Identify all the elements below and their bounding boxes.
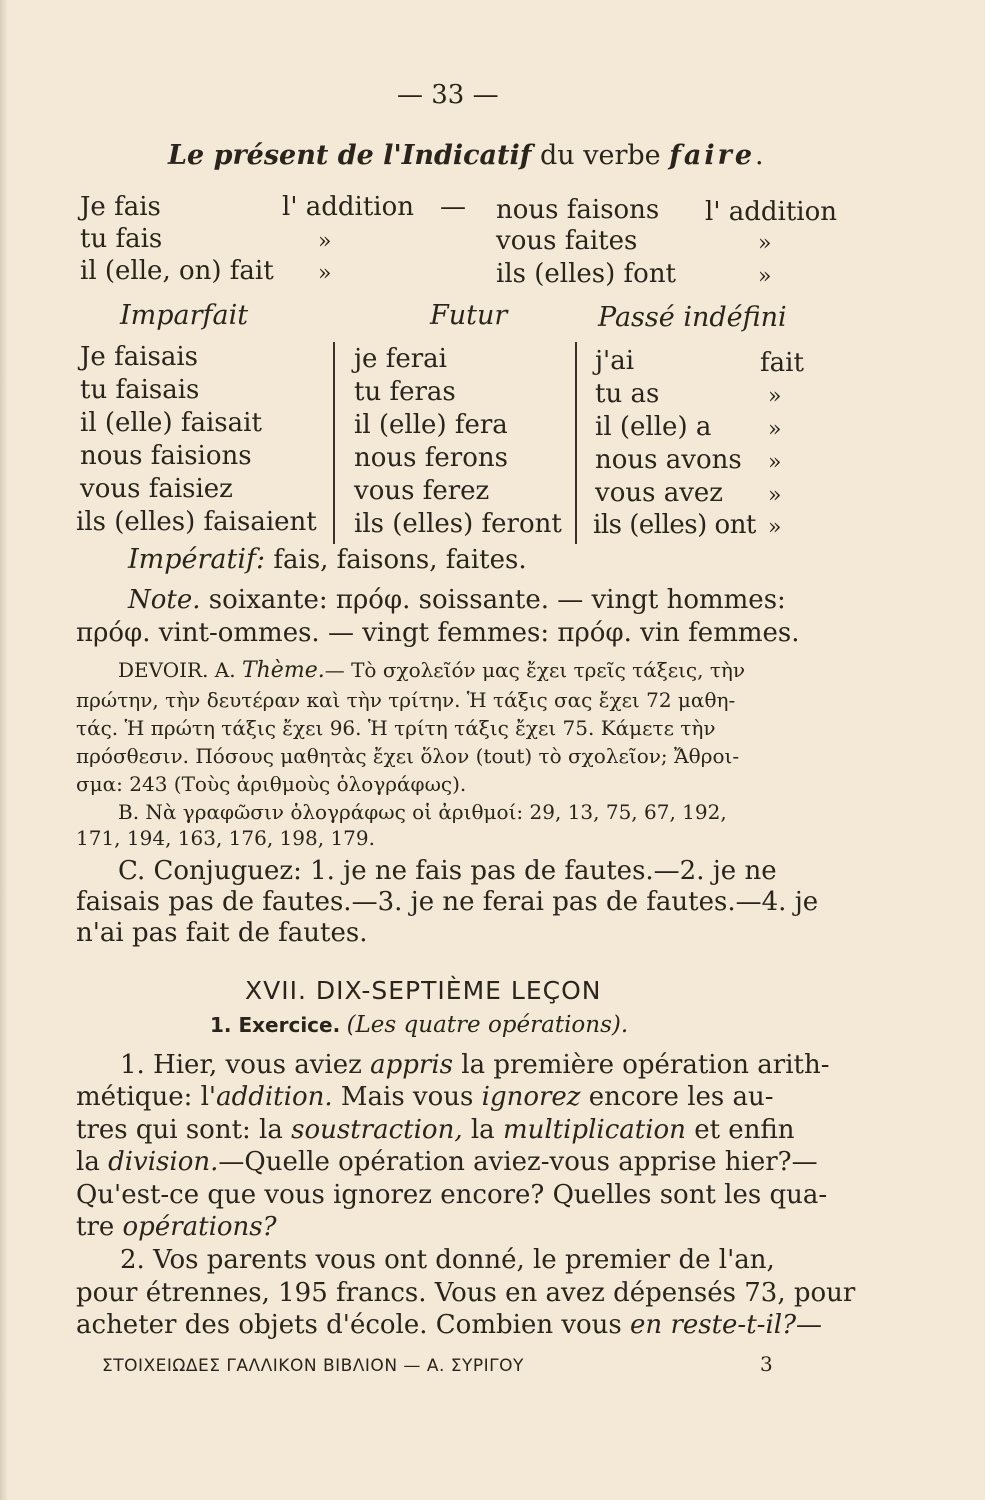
devoir-line-1: [118, 658, 745, 683]
note-line-1: [128, 585, 786, 615]
devoir-a-label: DEVOIR. A.: [118, 658, 236, 682]
devoir-line-5: σμα: 243 (Τοὺς ἀριθμοὺς ὁλογράφως).: [76, 772, 467, 796]
title-faire: faire: [669, 140, 756, 171]
p1-l6-operations: opérations?: [122, 1212, 277, 1242]
p1-l3-e: et enfin: [694, 1115, 795, 1145]
p1-l4-division: division.: [108, 1147, 219, 1177]
title-dot: .: [755, 140, 764, 171]
present-row-2-d: »: [758, 231, 772, 256]
p2-l3-reste: en reste-t-il?: [630, 1310, 797, 1340]
passe-6-b: »: [768, 515, 782, 540]
page-edge-shadow: [0, 0, 8, 1500]
p1-l2-addition: addition.: [216, 1082, 333, 1112]
p1-line-1: [120, 1050, 830, 1080]
devoir-c-line-3: n'ai pas fait de fautes.: [76, 918, 368, 948]
passe-5-b: »: [768, 483, 782, 508]
imparfait-1: Je faisais: [80, 342, 199, 372]
column-divider-2: [575, 342, 577, 544]
devoir-a-text-1: — Τὸ σχολεῖόν μας ἔχει τρεῖς τάξεις, τὴν: [324, 658, 746, 682]
p1-l2-a: métique: l': [76, 1082, 217, 1112]
passe-2-a: tu as: [595, 379, 660, 409]
p2-line-1: 2. Vos parents vous ont donné, le premier de l'an,: [120, 1245, 775, 1275]
lesson-title: XVII. DIX-SEPTIÈME LEÇON: [245, 976, 602, 1005]
p1-l3-c: la: [470, 1115, 495, 1145]
footer-book-title: ΣΤΟΙΧΕΙΩΔΕΣ ΓΑΛΛΙΚΟΝ ΒΙΒΛΙΟΝ — Α. ΣΥΡΙΓΟΥ: [102, 1356, 524, 1376]
imparfait-4: nous faisions: [80, 441, 252, 471]
devoir-theme: Thème.: [241, 658, 325, 683]
imperatif-line: [128, 544, 527, 575]
devoir-b-line-1: B. Νὰ γραφῶσιν ὁλογράφως οἱ ἀριθμοί: 29, 13, 75, 67, 192,: [118, 800, 727, 824]
page-title: [168, 140, 764, 171]
p1-l1-a: 1. Hier, vous aviez: [120, 1050, 362, 1080]
devoir-line-3: τάς. Ἡ πρώτη τάξις ἔχει 96. Ἡ τρίτη τάξις ἔχει 75. Κάμετε τὴν: [76, 716, 716, 740]
imperatif-forms: fais, faisons, faites.: [273, 545, 527, 575]
p1-l2-e: encore les au-: [588, 1082, 774, 1112]
present-row-2-b: »: [318, 229, 332, 254]
present-row-1-c: nous faisons: [496, 195, 660, 225]
imparfait-5: vous faisiez: [80, 474, 233, 504]
footer-signature-number: 3: [760, 1352, 773, 1376]
futur-5: vous ferez: [354, 476, 490, 506]
present-row-1-d: l' addition: [705, 197, 837, 227]
p2-line-3: [76, 1310, 822, 1340]
passe-3-b: »: [768, 417, 782, 442]
present-row-1-b: l' addition: [282, 192, 414, 222]
present-row-3-d: »: [758, 264, 772, 289]
p2-l3-a: acheter des objets d'école. Combien vous: [76, 1310, 622, 1340]
p1-l3-multiplication: multiplication: [502, 1115, 686, 1145]
p1-l6-a: tre: [76, 1212, 115, 1242]
present-row-3-b: »: [318, 261, 332, 286]
title-verbe: du verbe: [539, 140, 661, 171]
p2-l3-dash: —: [796, 1310, 823, 1340]
p2-line-2: pour étrennes, 195 francs. Vous en avez dépensés 73, pour: [76, 1278, 856, 1308]
imperatif-label: Impératif:: [128, 544, 266, 575]
note-text-1: soixante: πρόφ. soissante. — vingt hommes:: [208, 585, 786, 615]
exercise-label: 1. Exercice.: [210, 1013, 341, 1037]
heading-imparfait: Imparfait: [120, 300, 249, 331]
devoir-b-line-2: 171, 194, 163, 176, 198, 179.: [76, 826, 375, 850]
imparfait-6: ils (elles) faisaient: [76, 507, 317, 537]
p1-line-2: [76, 1082, 774, 1112]
passe-1-a: j'ai: [595, 346, 635, 376]
note-label: Note.: [128, 585, 201, 615]
p1-line-4: [76, 1147, 818, 1177]
passe-1-b: fait: [760, 348, 804, 378]
heading-passe: Passé indéfini: [598, 302, 787, 333]
present-row-3-a: il (elle, on) fait: [80, 256, 274, 286]
p1-l4-a: la: [76, 1147, 100, 1177]
p1-l4-c: —Quelle opération aviez-vous apprise hier?—: [218, 1147, 818, 1177]
futur-3: il (elle) fera: [354, 410, 508, 440]
exercise-title: (Les quatre opérations).: [346, 1012, 629, 1038]
present-row-2-a: tu fais: [80, 224, 163, 254]
title-present: Le présent de l'Indicatif: [168, 140, 532, 171]
futur-2: tu feras: [354, 377, 456, 407]
note-line-2: πρόφ. vint-ommes. — vingt femmes: πρόφ. vin femmes.: [76, 618, 800, 648]
futur-6: ils (elles) feront: [354, 509, 562, 539]
passe-2-b: »: [768, 384, 782, 409]
passe-4-b: »: [768, 450, 782, 475]
p1-l1-appris: appris: [370, 1050, 453, 1080]
futur-1: je ferai: [354, 344, 447, 374]
heading-futur: Futur: [430, 300, 508, 331]
p1-line-3: [76, 1115, 795, 1145]
p1-line-6: [76, 1212, 277, 1242]
page-number: — 33 —: [397, 80, 499, 110]
p1-l2-ignorez: ignorez: [481, 1082, 581, 1112]
devoir-c-line-2: faisais pas de fautes.—3. je ne ferai pas de fautes.—4. je: [76, 887, 819, 917]
p1-l3-a: tres qui sont: la: [76, 1115, 283, 1145]
passe-5-a: vous avez: [595, 478, 723, 508]
devoir-line-4: πρόσθεσιν. Πόσους μαθητὰς ἔχει ὅλον (tout) τὸ σχολεῖον; Ἄθροι-: [76, 744, 740, 768]
exercise-heading: [210, 1012, 628, 1038]
futur-4: nous ferons: [354, 443, 508, 473]
passe-6-a: ils (elles) ont: [593, 510, 756, 540]
passe-4-a: nous avons: [595, 445, 742, 475]
imparfait-3: il (elle) faisait: [80, 408, 262, 438]
present-row-1-dash: —: [440, 192, 466, 222]
p1-l1-c: la première opération arith-: [461, 1050, 830, 1080]
p1-l2-c: Mais vous: [340, 1082, 474, 1112]
devoir-c-line-1: C. Conjuguez: 1. je ne fais pas de fautes.—2. je ne: [118, 856, 777, 886]
p1-line-5: Qu'est-ce que vous ignorez encore? Quelles sont les qua-: [76, 1180, 828, 1210]
imparfait-2: tu faisais: [80, 375, 200, 405]
p1-l3-soustraction: soustraction,: [291, 1115, 463, 1145]
present-row-3-c: ils (elles) font: [496, 259, 677, 289]
column-divider-1: [333, 342, 335, 544]
present-row-1-a: Je fais: [80, 192, 161, 222]
present-row-2-c: vous faites: [496, 226, 638, 256]
devoir-line-2: πρώτην, τὴν δευτέραν καὶ τὴν τρίτην. Ἡ τάξις σας ἔχει 72 μαθη-: [76, 688, 736, 712]
passe-3-a: il (elle) a: [595, 412, 712, 442]
